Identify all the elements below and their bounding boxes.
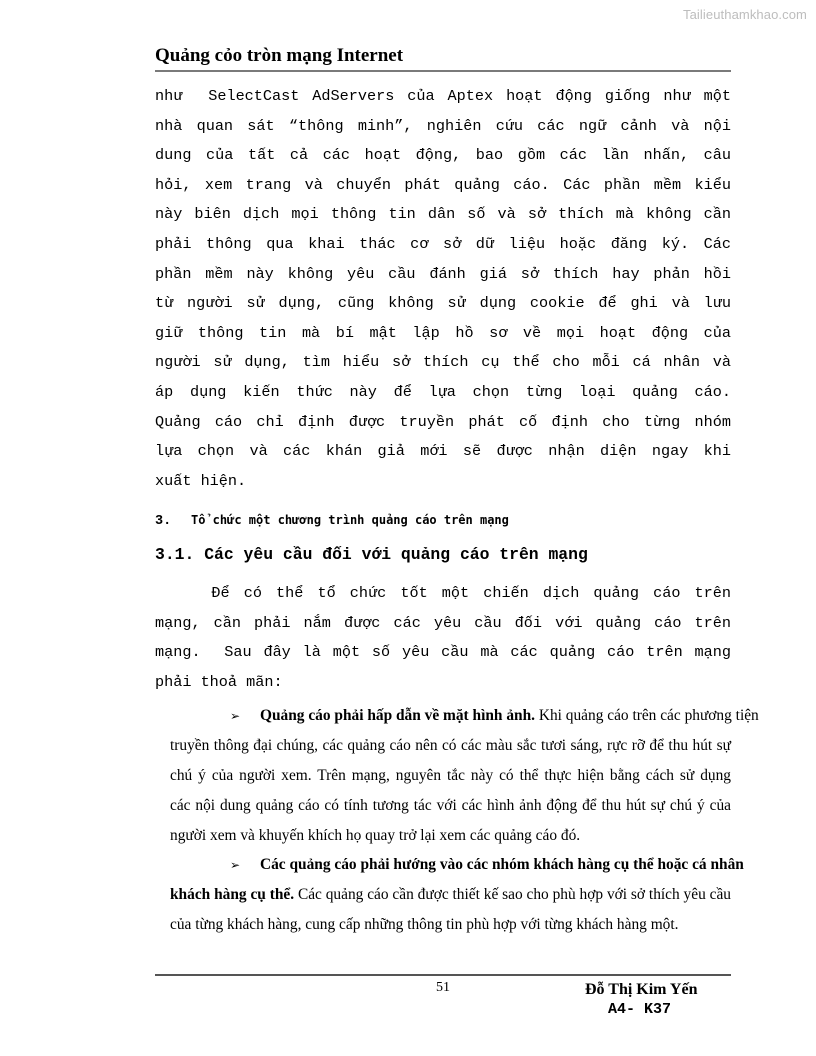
text-line: mạng, cần phải nắm được các yêu cầu đối với quảng cáo trên [155, 613, 731, 632]
text-line: phần mềm này không yêu cầu đánh giá sở thích hay phản hồi [155, 264, 731, 283]
text-line: như SelectCast AdServers của Aptex hoạt động giống như một [155, 87, 731, 105]
bullet-lead: Quảng cáo phải hấp dẫn về mặt hình ảnh. [260, 707, 535, 724]
subsection-title: Các yêu cầu đối với quảng cáo trên mạng [204, 545, 588, 564]
text-line: áp dụng kiến thức này để lựa chọn từng loại quảng cáo. [155, 382, 731, 401]
intro-paragraph [155, 82, 731, 496]
bullet-item [170, 701, 759, 851]
section-number: 3. [155, 514, 172, 529]
text-line: Khi quảng cáo trên các phương tiện [535, 707, 759, 724]
text-line: của từng khách hàng, cung cấp những thông tin phù hợp với từng khách hàng một. [170, 916, 679, 933]
text-line: người sử dụng, tìm hiểu sở thích cụ thể cho mỗi cá nhân và [155, 353, 731, 372]
text-line: dung của tất cả các hoạt động, bao gồm các lần nhấn, câu [155, 146, 731, 165]
text-line: giữ thông tin mà bí mật lập hồ sơ về mọi hoạt động của [155, 323, 731, 342]
subsection-paragraph [155, 579, 731, 697]
section-heading [155, 513, 509, 529]
footer-divider [155, 974, 731, 976]
bullet-lead: Các quảng cáo phải hướng vào các nhóm khách hàng cụ thể hoặc cá nhân [260, 856, 744, 873]
section-title: Tổ chức một chương trình quảng cáo trên mạng [191, 513, 509, 527]
text-line: hỏi, xem trang và chuyển phát quảng cáo. Các phần mềm kiểu [155, 175, 731, 194]
text-line: Các quảng cáo cần được thiết kế sao cho phù hợp với sở thích yêu cầu [294, 886, 732, 903]
text-line: Quảng cáo chỉ định được truyền phát cố định cho từng nhóm [155, 412, 731, 431]
text-line: phải thoả mãn: [155, 672, 283, 691]
class-code: A4- K37 [608, 1001, 672, 1018]
arrow-bullet-icon: ➢ [230, 858, 241, 872]
paragraph-text [155, 579, 731, 697]
header-divider [155, 70, 731, 72]
bullet-text [170, 701, 759, 851]
arrow-bullet-icon: ➢ [230, 709, 241, 723]
bullet-text [170, 850, 744, 940]
page-title: Quảng cỏo tròn mạng Internet [155, 45, 404, 66]
text-line: xuất hiện. [155, 471, 247, 490]
page-header [155, 44, 731, 68]
text-line: Để có thể tổ chức tốt một chiến dịch quảng cáo trên [155, 584, 731, 602]
text-line: truyền thông đại chúng, các quảng cáo nên có các màu sắc tươi sáng, rực rỡ để thu hút sự [170, 737, 731, 754]
bullet-item [170, 850, 744, 940]
watermark: Tailieuthamkhao.com [682, 7, 807, 22]
author-name: Đỗ Thị Kim Yến [585, 981, 698, 998]
text-line: chú ý của người xem. Trên mạng, nguyên tắc này có thể thực hiện bằng cách sử dụng [170, 767, 731, 784]
bullet-lead-continued: khách hàng cụ thể. [170, 886, 295, 903]
page-number: 51 [436, 980, 450, 995]
subsection-number: 3.1. [155, 545, 195, 564]
text-line: phải thông qua khai thác cơ sở dữ liệu hoặc đăng ký. Các [155, 234, 731, 253]
text-line: từ người sử dụng, cũng không sử dụng cookie để ghi và lưu [155, 294, 731, 313]
text-line: người xem và khuyến khích họ quay trở lại xem các quảng cáo đó. [170, 827, 581, 844]
text-line: mạng. Sau đây là một số yêu cầu mà các quảng cáo trên mạng [155, 643, 731, 662]
text-line: nhà quan sát “thông minh”, nghiên cứu các ngữ cảnh và nội [155, 116, 731, 135]
text-line: các nội dung quảng cáo có tính tương tác với các hình ảnh động để thu hút sự chú ý của [170, 797, 731, 814]
paragraph-text [155, 82, 731, 496]
text-line: lựa chọn và các khán giả mới sẽ được nhận diện ngay khi [155, 442, 731, 461]
text-line: này biên dịch mọi thông tin dân số và sở thích mà không cần [155, 205, 731, 224]
subsection-heading [155, 545, 588, 564]
